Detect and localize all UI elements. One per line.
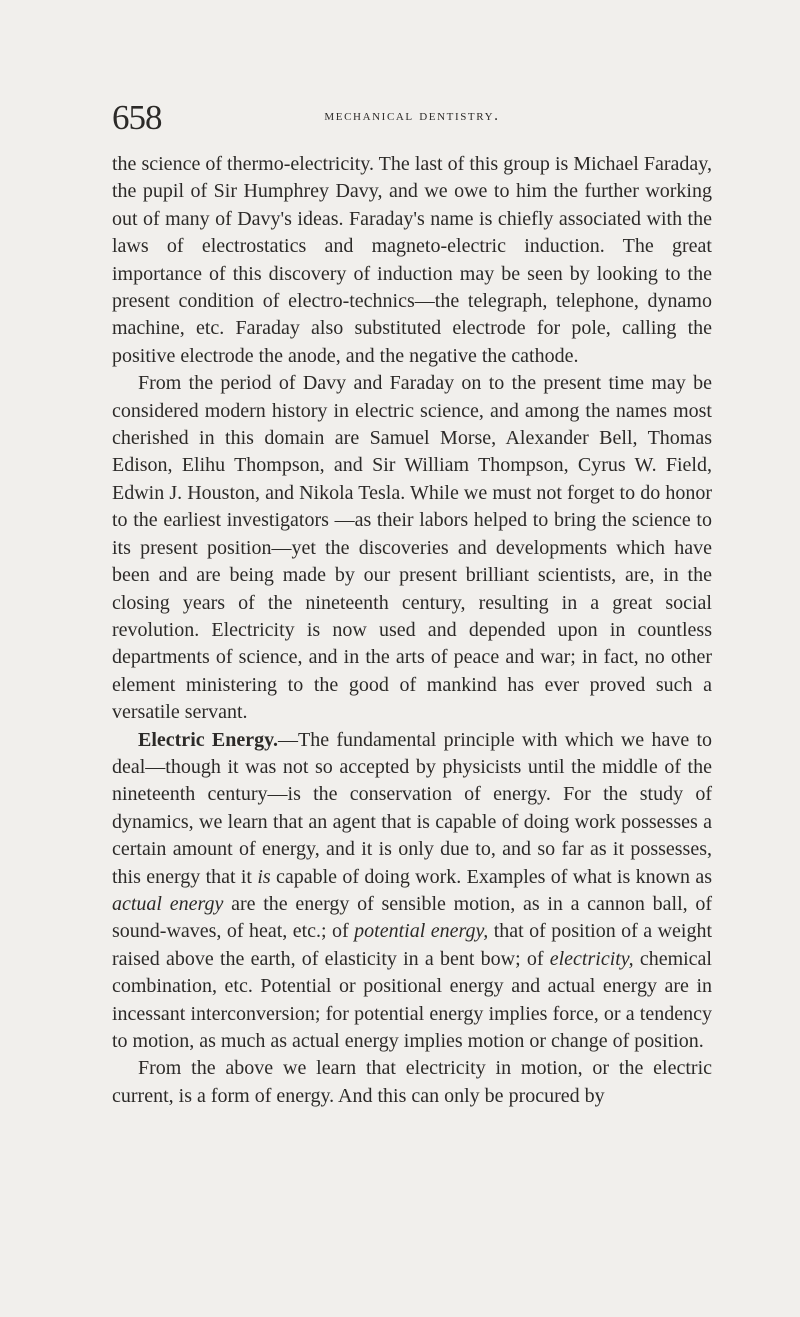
italic-is: is — [257, 865, 271, 888]
page-number: 658 — [112, 98, 162, 137]
text-run: capable of doing work. Examples of what is known as — [270, 865, 713, 888]
paragraph-electric-energy — [112, 727, 712, 1056]
italic-electricity: electricity, — [549, 947, 634, 970]
italic-potential-energy: potential energy, — [354, 920, 489, 943]
italic-actual-energy: actual energy — [112, 892, 224, 915]
paragraph-electric-current: From the above we learn that electricity in motion, or the electric current, is a form of energy. And this can only be procured by — [112, 1057, 712, 1107]
paragraph-modern-history: From the period of Davy and Faraday on to the present time may be considered modern history in electric science, and among the names most cherished in this domain are Samuel Morse, Alexander Bell, Thomas Edison, Elihu Thompson, and Sir William Thompson, Cyrus W. Field, Edwin J. Houston, and Nikola Tesla. While we must not forget to do honor to the earliest investigators —as their labors helped to bring the science to its present position—yet the discoveries and developments which have been and are being made by our present brilliant scientists, are, in the closing years of the nineteenth century, resulting in a great social revolution. Electricity is now used and depended upon in countless departments of science, and in the arts of peace and war; in fact, no other element ministering to the good of mankind has ever proved such a versatile servant. — [112, 372, 712, 724]
page-header — [112, 98, 712, 138]
running-title: mechanical dentistry. — [324, 107, 500, 124]
paragraph-faraday: the science of thermo-electricity. The last of this group is Michael Faraday, the pupil of Sir Humphrey Davy, and we owe to him the further working out of many of Davy's ideas. Faraday's name is chiefly associated with the laws of electrostatics and magneto-electric induction. The great importance of this discovery of induction may be seen by looking to the present condition of electro-technics—the telegraph, telephone, dynamo machine, etc. Faraday also substituted electrode for pole, calling the positive electrode the anode, and the negative the cathode. — [112, 153, 712, 367]
section-heading-electric-energy: Electric Energy. — [138, 728, 278, 751]
text-run: chemical combination, etc. Potential or positional energy and actual energy are in incessant interconversion; for potential energy implies force, or a tendency to motion, as much as actual energy implies motion or change of position. — [112, 947, 712, 1052]
text-run: that of position of a weight raised above the earth, of elasticity in a bent bow; of — [112, 920, 713, 970]
text-run: —The fundamental principle with which we have to deal—though it was not so accepted by physicists until the middle of the nineteenth century—is the conservation of energy. For the study of dynamics, we learn that an agent that is capable of doing work possesses a certain amount of energy, and it is only due to, and so far as it possesses, this energy that it — [112, 728, 713, 888]
text-run: are the energy of sensible motion, as in a cannon ball, of sound-waves, of heat, etc.; of — [112, 892, 712, 943]
body-text — [112, 151, 712, 1110]
